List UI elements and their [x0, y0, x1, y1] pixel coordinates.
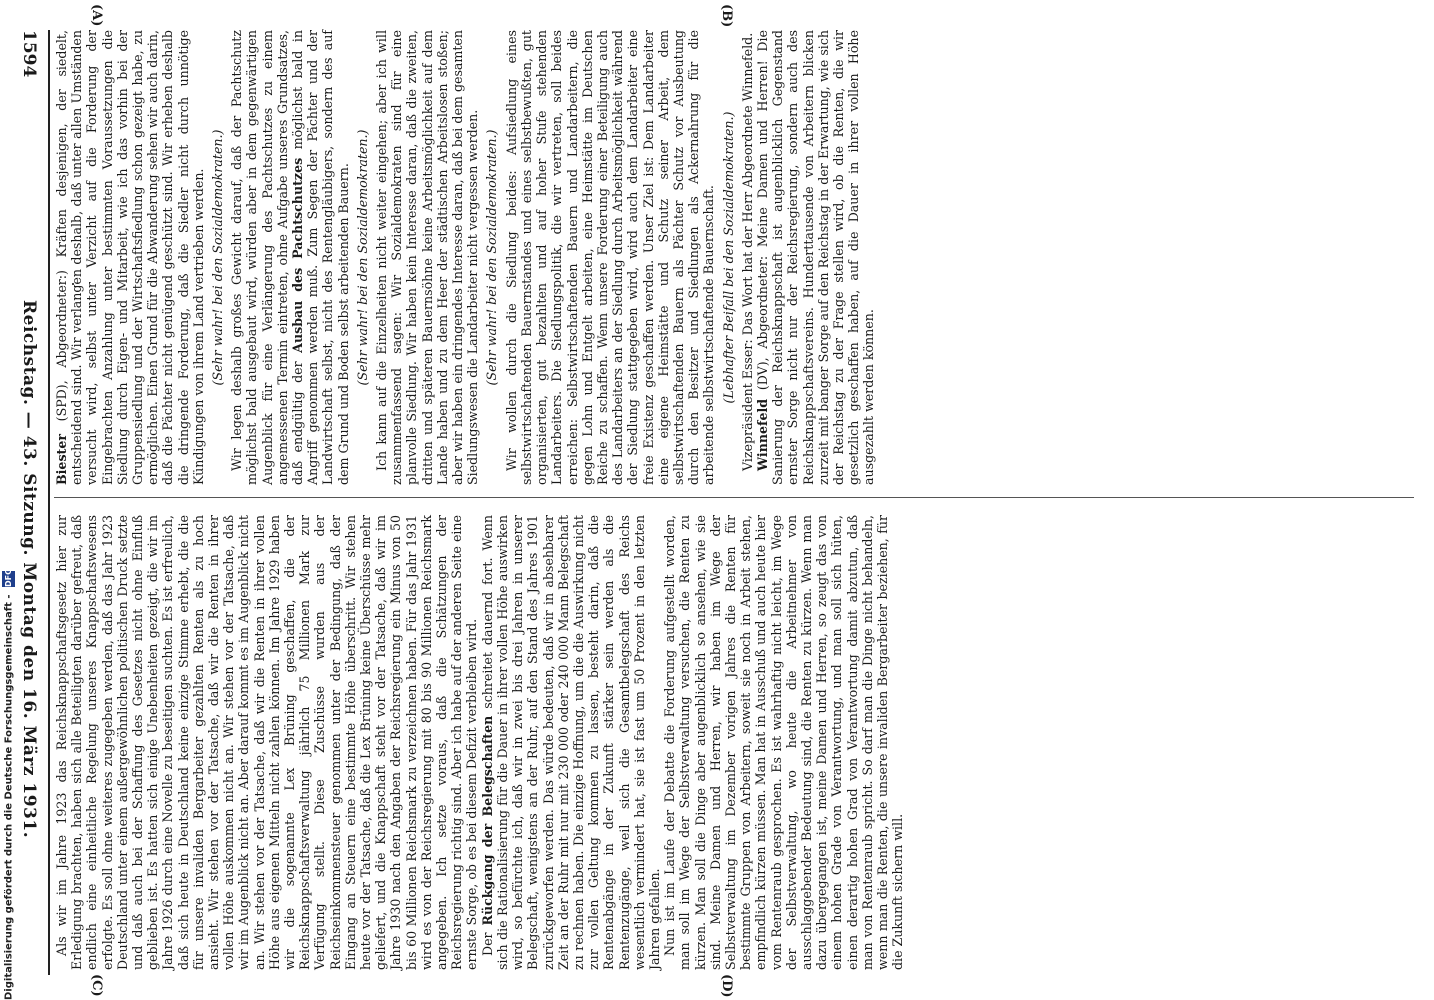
applause-4: (Lebhafter Beifall bei den Sozialdemokraten.) [720, 111, 736, 404]
left-text-column [54, 30, 1414, 485]
margin-letter-b: (B) [719, 4, 734, 28]
credit-text: Digitalisierung gefördert durch die Deutsche Forschungsgemeinschaft - [3, 594, 15, 1000]
emphasis: Ausbau des Pachtschutzes [290, 157, 306, 353]
margin-letter-a: (A) [89, 4, 104, 27]
vice-president-label: Vizepräsident Esser: [739, 339, 755, 471]
right-text-column [54, 515, 1414, 970]
speaker-biester: Biester [54, 434, 69, 485]
left-paragraph-3: Ich kann auf die Einzelheiten nicht weiter eingehen; aber ich will zusammenfassend sagen: Wir Sozialdemokraten sind für eine planvolle Siedlung. Wir haben kein Interesse daran, daß die zweiten, dritten und späteren Bauernsöhne keine Arbeitsmöglichkeit auf dem Lande haben und zu dem Heer der städtischen Arbeitslosen stoßen; aber wir haben ein dringendes Interesse daran, daß bei dem gesamten Siedlungswesen die Landarbeiter nicht vergessen werden. [374, 30, 481, 485]
right-paragraph-1: Als wir im Jahre 1923 das Reichsknappschaftsgesetz hier zur Erledigung brachten, haben sich alle Beteiligten darüber gefreut, daß endlich eine einheitliche Regelung unseres Knappschaftswesens erfolgte. Es soll ohne weiteres zugegeben werden, daß das Jahr 1923 Deutschland unter einem außergewöhnlichen politischen Druck setzte und daß auch bei der Schaffung des Gesetzes nicht ohne Einfluß geblieben ist. Es hatten sich einige Unebenheiten gezeigt, die wir im Jahre 1926 durch eine Novelle zu beseitigen suchten. Es ist erfreulich, daß sich heute in Deutschland keine einzige Stimme erhebt, die die für unsere invaliden Bergarbeiter gezahlten Renten als zu hoch ansieht. Wir stehen vor der Tatsache, daß wir die Renten in ihrer vollen Höhe auskommen nicht an. Wir stehen vor der Tatsache, daß wir im Augenblick nicht an. Aber darauf kommt es im Augenblick nicht an. Wir stehen vor der Tatsache, daß wir die Renten in ihrer vollen Höhe aus eigenen Mitteln nicht zahlen können. Im Jahre 1929 haben wir die sogenannte Lex Brüning geschaffen, die der Reichsknappschaftsverwaltung jährlich 75 Millionen Mark zur Verfügung stellt. Diese Zuschüsse wurden aus der Reichseinkommensteuer genommen unter der Bedingung, daß der Eingang an Steuern eine bestimmte Höhe überschritt. Wir stehen heute vor der Tatsache, daß die Lex Brüning keine Überschüsse mehr geliefert, und die Knappschaft steht vor der Tatsache, daß wir im Jahre 1930 nach den Angaben der Reichsregierung ein Minus von 50 bis 60 Millionen Reichsmark zu verzeichnen haben. Für das Jahr 1931 wird es von der Reichsregierung mit 80 bis 90 Millionen Reichsmark angegeben. Ich setze voraus, daß die Schätzungen der Reichsregierung richtig sind. Aber ich habe auf der anderen Seite eine ernste Sorge, ob es bei diesem Defizit verbleiben wird. [54, 515, 480, 970]
right-paragraph-3: Nun ist im Laufe der Debatte die Forderung aufgestellt worden, man soll im Wege der Selbstverwaltung versuchen, die Renten zu kürzen. Man soll die Dinge aber augenblicklich so ansehen, wie sie sind. Meine Damen und Herren, wir haben im Wege der Selbstverwaltung im Dezember vorigen Jahres die Renten für bestimmte Gruppen von Arbeitern, soweit sie noch in Arbeit stehen, empfindlich kürzen müssen. Man hat in Ausschuß und auch heute hier vom Rentenraub gesprochen. Es ist wahrhaftig nicht leicht, im Wege der Selbstverwaltung, wo heute die Arbeitnehmer von ausschlaggebender Bedeutung sind, die Renten zu kürzen. Wenn man dazu übergegangen ist, meine Damen und Herren, so zeugt das von einem hohen Grade von Verantwortung, und man soll sich hüten, einen derartig hohen Grad von Verantwortung damit abzutun, daß man von Rentenraub spricht. So darf man die Dinge nicht behandeln, wenn man die Renten, die unsere invaliden Bergarbeiter beziehen, für die Zukunft sichern will. [662, 515, 906, 970]
left-paragraph-4: Wir wollen durch die Siedlung beides: Aufsiedlung eines selbstwirtschaftenden Bauernstandes und eines selbstbewußten, gut organisierten, gut bezahlten und auf hoher Stufe stehenden Landarbeiters. Die Siedlungspolitik, die wir vertreten, soll beides erreichen: Selbstwirtschaftenden Bauern und Landarbeitern, die gegen Lohn und Entgelt arbeiten, eine Heimstätte im Deutschen Reiche zu schaffen. Wenn unsere Forderung einer Beteiligung auch des Landarbeiters an der Siedlung durch Arbeitsmöglichkeit während der Siedlung stattgegeben wird, wird auch dem Landarbeiter eine freie Existenz geschaffen werden. Unser Ziel ist: Dem Landarbeiter eine eigene Heimstätte und Schutz seiner Arbeit, dem selbstwirtschaftenden Bauern als Pächter Schutz vor Ausbeutung durch den Besitzer und Siedlungen als Ackernahrung für die arbeitende selbstwirtschaftende Bauernschaft. [503, 30, 717, 485]
left-paragraph-1: (SPD), Abgeordneter:) Kräften desjenigen, der siedelt, entscheidend sind. Wir verlangen deshalb, daß unter allen Umständen versucht wird, selbst unter Verzicht auf die Forderung der Eingebrachten Anzahlung unter bestimmten Voraussetzungen die Siedlung durch Eigen- und Mitarbeit, wie ich das vorhin bei der Gruppensiedlung und der Wirtschaftsfiedlung schon gezeigt habe, zu ermöglichen. Einen Grund für die Abwanderung sehen wir auch darin, daß die Pächter nicht genügend geschützt sind. Wir erheben deshalb die dringende Forderung, daß die Siedler nicht durch unnötige Kündigungen von ihrem Land vertrieben werden. [54, 30, 206, 485]
applause-2: (Sehr wahr! bei den Sozialdemokraten.) [354, 129, 370, 386]
margin-letter-d: (D) [719, 974, 734, 998]
left-paragraph-2: Wir legen deshalb großes Gewicht darauf, daß der Pachtschutz möglichst bald ausgebaut wird, würden aber in dem gegenwärtigen Augenblick für eine Verlängerung des Pachtschutzes zu einem angemessenen Termin eintreten, ohne Aufgabe unseres Grundsatzes, daß endgültig der Ausbau des Pachtschutzes möglichst bald in Angriff genommen werden muß. Zum Segen der Pächter und der Landwirtschaft selbst, nicht des Rentengläubigers, sondern des auf dem Grund und Boden selbst arbeitenden Bauern. [229, 30, 351, 485]
applause-1: (Sehr wahr! bei den Sozialdemokraten.) [210, 129, 226, 386]
margin-letter-c: (C) [89, 974, 104, 997]
left-paragraph-6: (DV), Abgeordneter: Meine Damen und Herren! Die Sanierung der Reichsknappschaft ist augenblicklich Gegenstand ernster Sorge nicht nur der Reichsregierung, sondern auch des Reichsknappschaftsvereins. Hunderttausende von Arbeitern blicken zurzeit mit banger Sorge auf den Reichstag in der Erwartung, wie sich der Reichstag zu der Frage stellen wird, ob die Renten, die wir gesetzlich geschaffen haben, auf die Dauer in ihrer vollen Höhe ausgezahlt werden können. [754, 30, 877, 485]
page-number: 1594 [19, 30, 39, 78]
dfg-logo: DFG [4, 568, 13, 587]
emphasis: Rückgang der Belegschaften [479, 715, 495, 926]
left-paragraph-5: Das Wort hat der Herr Abgeordnete Winnefeld. [739, 32, 755, 336]
right-paragraph-2: Der Rückgang der Belegschaften schreitet dauernd fort. Wenn sich die Rationalisierung für die Dauer in ihrer vollen Höhe auswirken wird, so befürchte ich, daß wir in zwei bis drei Jahren in unserer Belegschaft, wenigstens an der Ruhr, auf den Stand des Jahres 1901 zurückgeworfen werden. Das würde bedeuten, daß wir in absehbarer Zeit an der Ruhr mit nur mit 230 000 oder 240 000 Mann Belegschaft zu rechnen haben. Die einzige Hoffnung, um die die Auswirkung nicht zur vollen Geltung kommen zu lassen, besteht darin, daß die Rentenabgänge in der Zukunft stärker sein werden als die Rentenzugänge, weil sich die Gesamtbelegschaft des Reichs wesentlich vermindert hat, sie ist fast um 50 Prozent in den letzten Jahren gefallen. [479, 515, 662, 970]
speaker-winnefeld: Winnefeld [754, 398, 770, 471]
applause-3: (Sehr wahr! bei den Sozialdemokraten.) [484, 129, 500, 386]
header-title: Reichstag. — 43. Sitzung. Montag den 16. März 1931. [19, 300, 39, 839]
